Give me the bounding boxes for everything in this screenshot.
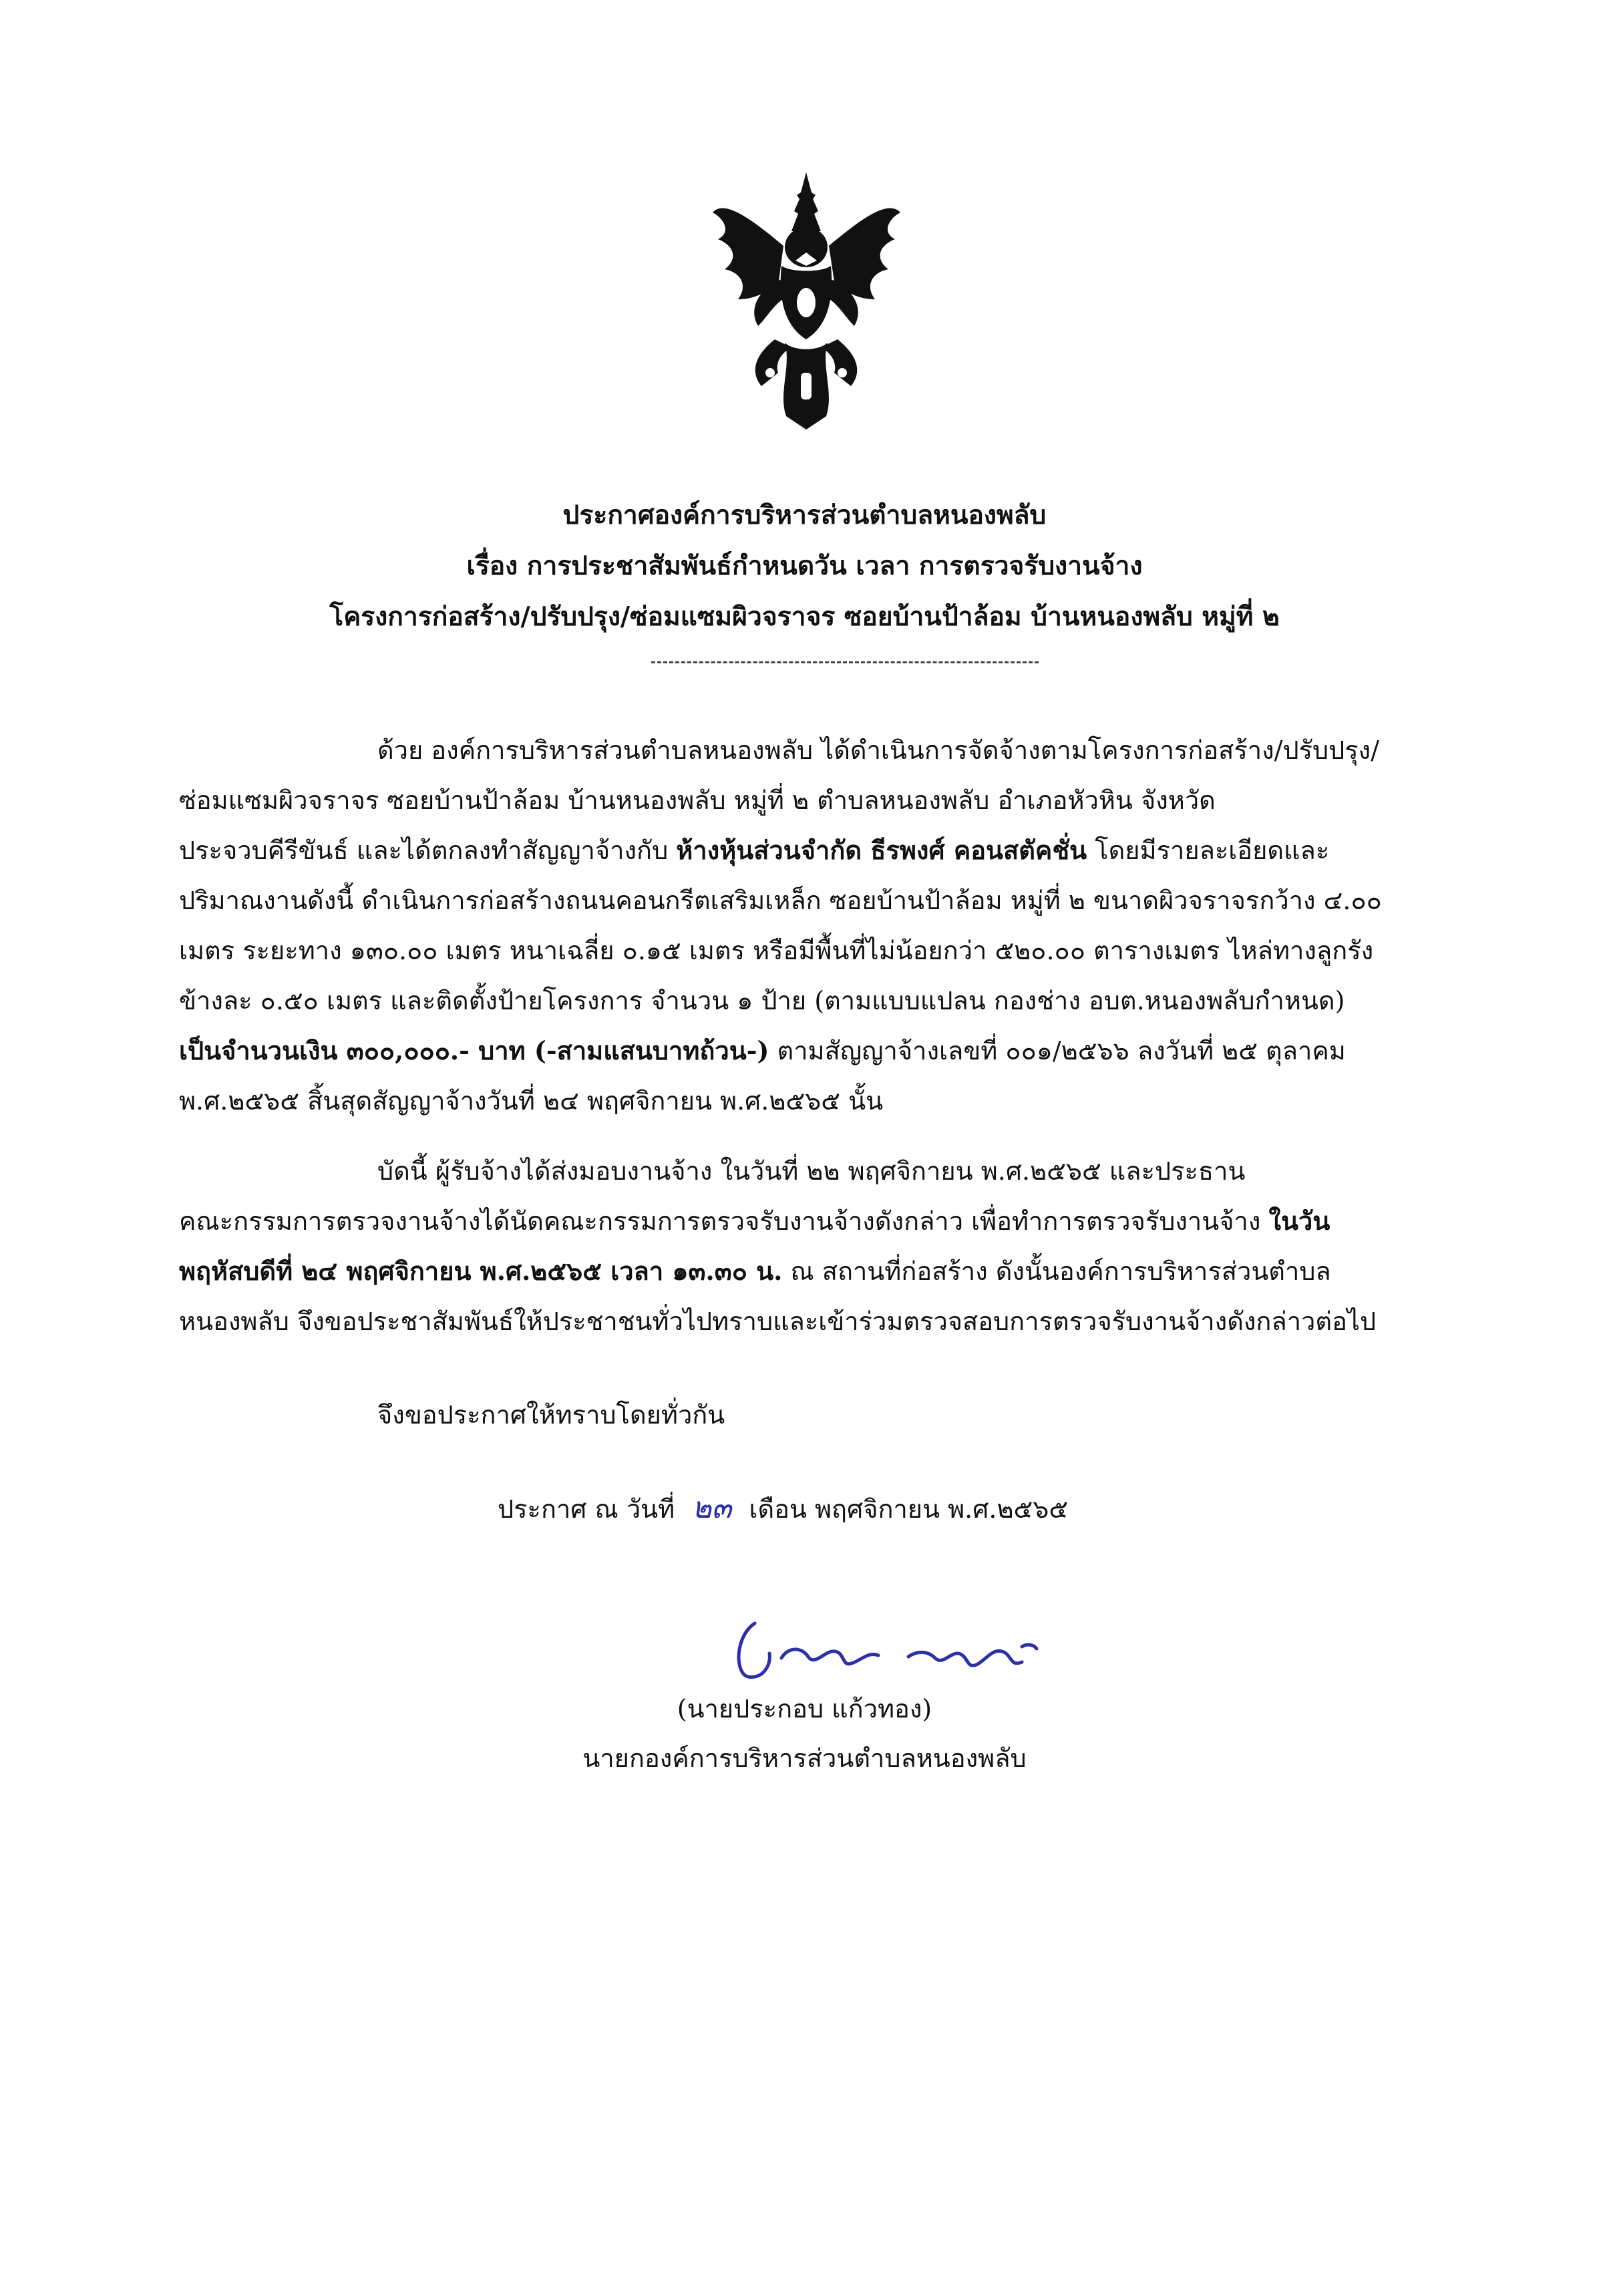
paragraph1-line: [179, 830, 1508, 870]
paragraph1-line: ด้วย องค์การบริหารส่วนตำบลหนองพลับ ได้ดำเนินการจัดจ้างตามโครงการก่อสร้าง/ปรับปรุง/: [377, 735, 1379, 765]
paragraph1-text: โดยมีรายละเอียดและ: [1087, 836, 1330, 865]
paragraph1-text: ตามสัญญาจ้างเลขที่ ๐๐๑/๒๕๖๖ ลงวันที่ ๒๕ ตุลาคม: [769, 1036, 1346, 1065]
inspection-date: ในวัน: [1268, 1206, 1330, 1236]
paragraph1-line: เมตร ระยะทาง ๑๓๐.๐๐ เมตร หนาเฉลี่ย ๐.๑๕ เมตร หรือมีพื้นที่ไม่น้อยกว่า ๕๒๐.๐๐ ตารางเมตร ไหล่ทางลูกรัง: [179, 936, 1374, 965]
contractor-name: ห้างหุ้นส่วนจำกัด ธีรพงศ์ คอนสตัคชั่น: [676, 835, 1087, 865]
announcement-date: [498, 1488, 1068, 1529]
announcement-subject: เรื่อง การประชาสัมพันธ์กำหนดวัน เวลา การตรวจรับงานจ้าง: [466, 550, 1143, 581]
inspection-date: พฤหัสบดีที่ ๒๔ พฤศจิกายน พ.ศ.๒๕๖๕ เวลา ๑๓.๓๐ น.: [179, 1256, 783, 1286]
paragraph1-line: ปริมาณงานดังนี้ ดำเนินการก่อสร้างถนนคอนกรีตเสริมเหล็ก ซอยบ้านป้าล้อม หมู่ที่ ๒ ขนาดผิวจราจรกว้าง ๔.๐๐: [179, 886, 1382, 915]
signer-position: นายกองค์การบริหารส่วนตำบลหนองพลับ: [582, 1744, 1027, 1773]
paragraph1-line: พ.ศ.๒๕๖๕ สิ้นสุดสัญญาจ้างวันที่ ๒๔ พฤศจิกายน พ.ศ.๒๕๖๕ นั้น: [179, 1086, 884, 1116]
paragraph1-line: ซ่อมแซมผิวจราจร ซอยบ้านป้าล้อม บ้านหนองพลับ หมู่ที่ ๒ ตำบลหนองพลับ อำเภอหัวหิน จังหวัด: [179, 786, 1216, 815]
paragraph2-line: [179, 1201, 1508, 1241]
paragraph2-line: หนองพลับ จึงขอประชาสัมพันธ์ให้ประชาชนทั่วไปทราบและเข้าร่วมตรวจสอบการตรวจรับงานจ้างดังกล่าวต่อไป: [179, 1307, 1377, 1336]
date-prefix: ประกาศ ณ วันที่: [498, 1494, 675, 1524]
paragraph2-line: [179, 1251, 1508, 1291]
announcement-title: ประกาศองค์การบริหารส่วนตำบลหนองพลับ: [562, 500, 1047, 530]
paragraph1-line: ข้างละ ๐.๕๐ เมตร และติดตั้งป้ายโครงการ จำนวน ๑ ป้าย (ตามแบบแปลน กองช่าง อบต.หนองพลับกำหนด): [179, 986, 1345, 1015]
closing-statement: จึงขอประกาศให้ทราบโดยทั่วกัน: [377, 1400, 725, 1430]
date-suffix: เดือน พฤศจิกายน พ.ศ.๒๕๖๕: [749, 1494, 1069, 1524]
signer-name: (นายประกอบ แก้วทอง): [677, 1694, 932, 1724]
paragraph1-line: [179, 1031, 1508, 1071]
paragraph2-text: คณะกรรมการตรวจงานจ้างได้นัดคณะกรรมการตรวจรับงานจ้างดังกล่าว เพื่อทำการตรวจรับงานจ้าง: [179, 1206, 1269, 1236]
garuda-emblem-icon: [711, 172, 902, 430]
paragraph2-text: ณ สถานที่ก่อสร้าง ดังนั้นองค์การบริหารส่วนตำบล: [782, 1257, 1331, 1286]
handwritten-day: ๒๓: [692, 1491, 732, 1525]
heading-divider: [651, 661, 1039, 663]
project-title: โครงการก่อสร้าง/ปรับปรุง/ซ่อมแซมผิวจราจร ซอยบ้านป้าล้อม บ้านหนองพลับ หมู่ที่ ๒: [329, 601, 1280, 632]
paragraph2-line: บัดนี้ ผู้รับจ้างได้ส่งมอบงานจ้าง ในวันที่ ๒๒ พฤศจิกายน พ.ศ.๒๕๖๕ และประธาน: [377, 1156, 1246, 1186]
handwritten-signature: [708, 1610, 1055, 1690]
contract-amount: เป็นจำนวนเงิน ๓๐๐,๐๐๐.- บาท (-สามแสนบาทถ้วน-): [179, 1035, 769, 1065]
paragraph1-text: ประจวบคีรีขันธ์ และได้ตกลงทำสัญญาจ้างกับ: [179, 836, 677, 865]
